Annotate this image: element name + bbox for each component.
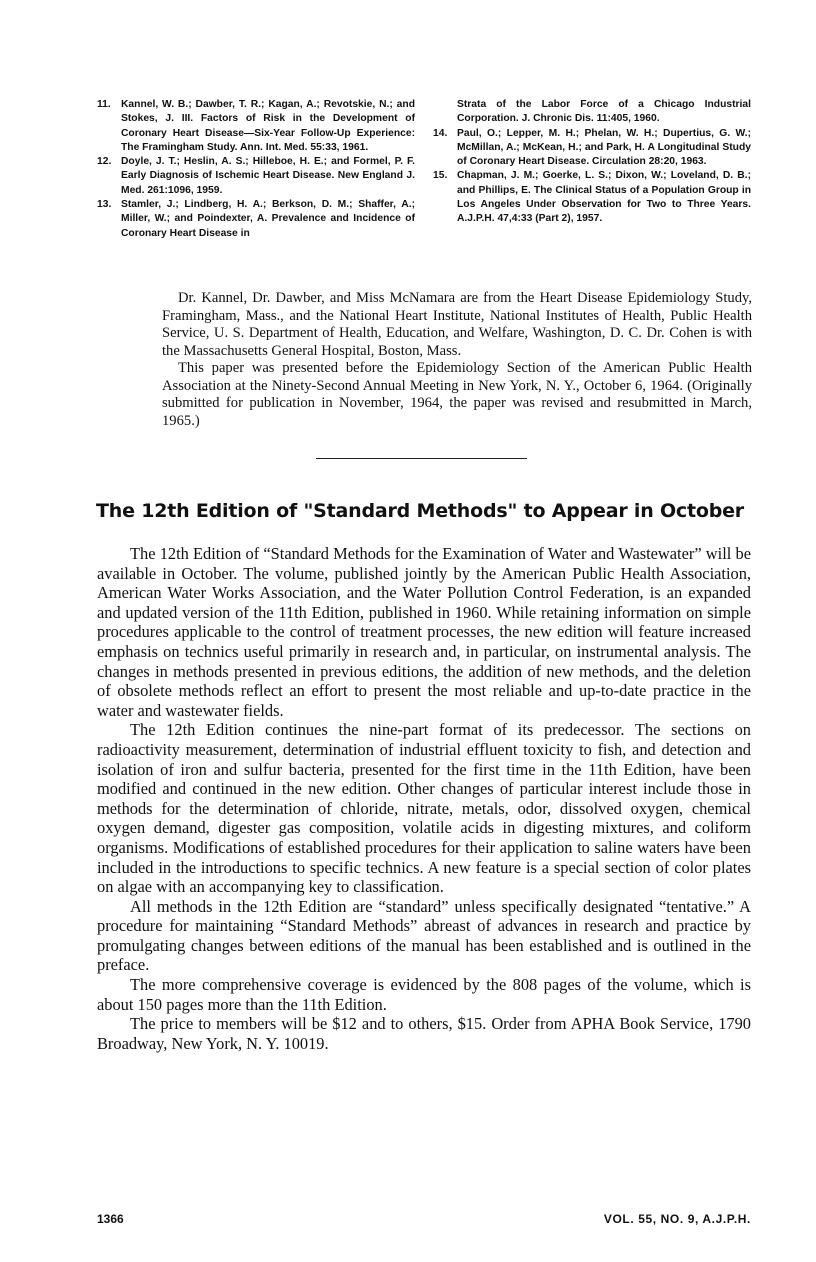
page-number: 1366 [97, 1212, 124, 1226]
reference-text: Stamler, J.; Lindberg, H. A.; Berkson, D. M.; Shaffer, A.; Miller, W.; and Poindexter, A. Prevalence and Incidence of Coronary Heart Disease in [121, 199, 415, 239]
reference-text: Chapman, J. M.; Goerke, L. S.; Dixon, W.; Loveland, D. B.; and Phillips, E. The Clinical Status of a Population Group in Los Angeles Under Observation for Two to Three Years. A.J.P.H. 47,4:33 (Part 2), 1957. [457, 170, 751, 225]
reference-12 [97, 155, 415, 198]
reference-13-continuation: Strata of the Labor Force of a Chicago Industrial Corporation. J. Chronic Dis. 11:405, 1960. [457, 99, 751, 125]
reference-text: Kannel, W. B.; Dawber, T. R.; Kagan, A.; Revotskie, N.; and Stokes, J. III. Factors of Risk in the Development of Coronary Heart Disease—Six-Year Follow-Up Experience: The Framingham Study. Ann. Int. Med. 55:33, 1961. [121, 99, 415, 153]
reference-list [97, 98, 751, 241]
reference-column-right [433, 98, 751, 241]
reference-11 [97, 98, 415, 155]
article-title: The 12th Edition of "Standard Methods" to Appear in October [96, 500, 744, 522]
reference-number: 11. [97, 99, 111, 110]
article-body [97, 544, 751, 1053]
reference-number: 14. [433, 127, 448, 139]
article-paragraph: The price to members will be $12 and to others, $15. Order from APHA Book Service, 1790 Broadway, New York, N. Y. 10019. [97, 1014, 751, 1053]
reference-number: 13. [97, 199, 112, 211]
reference-number: 15. [433, 170, 448, 182]
reference-number: 12. [97, 156, 112, 168]
reference-15 [433, 169, 751, 226]
reference-column-left [97, 98, 415, 241]
reference-13 [97, 198, 415, 241]
article-paragraph: The more comprehensive coverage is evidenced by the 808 pages of the volume, which is about 150 pages more than the 11th Edition. [97, 975, 751, 1014]
reference-text: Paul, O.; Lepper, M. H.; Phelan, W. H.; Dupertius, G. W.; McMillan, A.; McKean, H.; and Park, H. A Longitudinal Study of Coronary Heart Disease. Circulation 28:20, 1963. [457, 127, 751, 168]
presentation-note: This paper was presented before the Epidemiology Section of the American Public Health Association at the Ninety-Second Annual Meeting in New York, N. Y., October 6, 1964. (Originally submitted for publication in November, 1964, the paper was revised and resubmitted in March, 1965.) [162, 360, 752, 429]
journal-citation: VOL. 55, NO. 9, A.J.P.H. [603, 1212, 751, 1226]
article-paragraph: The 12th Edition continues the nine-part format of its predecessor. The sections on radioactivity measurement, determination of industrial effluent toxicity to fish, and detection and isolation of iron and sulfur bacteria, presented for the first time in the 11th Edition, have been modified and continued in the new edition. Other changes of particular interest include those in methods for the determination of chloride, nitrate, metals, odor, dissolved oxygen, chemical oxygen demand, digester gas composition, volatile acids in digesting mixtures, and coliform organisms. Modifications of established procedures for their application to saline waters have been included in the introductions to specific technics. A new feature is a special section of color plates on algae with an accompanying key to classification. [97, 720, 751, 897]
reference-text: Doyle, J. T.; Heslin, A. S.; Hilleboe, H. E.; and Formel, P. F. Early Diagnosis of Ischemic Heart Disease. New England J. Med. 261:1096, 1959. [121, 156, 415, 196]
article-paragraph: The 12th Edition of “Standard Methods for the Examination of Water and Wastewater” will be available in October. The volume, published jointly by the American Public Health Association, American Water Works Association, and the Water Pollution Control Federation, is an expanded and updated version of the 11th Edition, published in 1960. While retaining information on simple procedures applicable to the control of treatment processes, the new edition will feature increased emphasis on technics useful primarily in research and, in particular, on instrumental analysis. The changes in methods presented in previous editions, the addition of new methods, and the deletion of obsolete methods reflect an effort to present the most reliable and up-to-date practice in the water and wastewater fields. [97, 544, 751, 720]
section-divider [316, 458, 527, 459]
author-affiliation: Dr. Kannel, Dr. Dawber, and Miss McNamara are from the Heart Disease Epidemiology Study, Framingham, Mass., and the National Heart Institute, National Institutes of Health, Public Health Service, U. S. Department of Health, Education, and Welfare, Washington, D. C. Dr. Cohen is with the Massachusetts General Hospital, Boston, Mass. [162, 290, 752, 359]
article-paragraph: All methods in the 12th Edition are “standard” unless specifically designated “tentative.” A procedure for maintaining “Standard Methods” abreast of advances in research and practice by promulgating changes between editions of the manual has been established and is outlined in the preface. [97, 896, 751, 975]
author-note [162, 290, 752, 430]
reference-14 [433, 127, 751, 170]
